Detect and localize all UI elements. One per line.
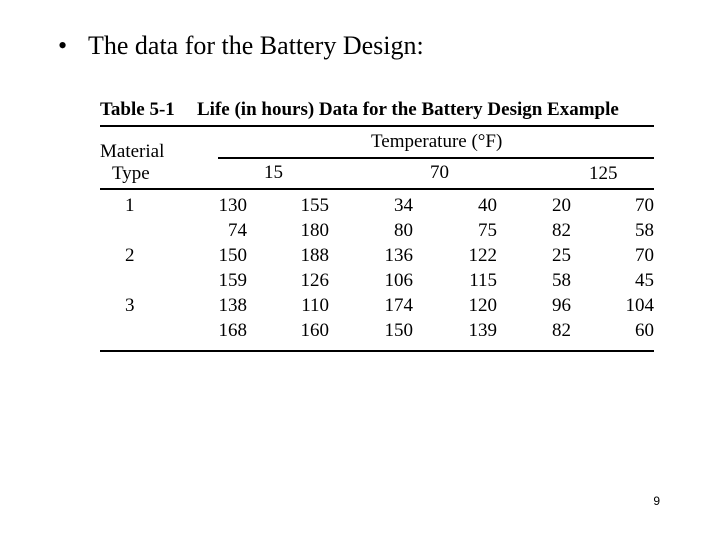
table-cell: 160 — [300, 320, 329, 341]
table-cell: 155 — [300, 195, 329, 216]
table-rule-bottom — [100, 350, 654, 352]
table-cell: 136 — [384, 245, 413, 266]
table-cell: 60 — [635, 320, 654, 341]
table-cell: 20 — [552, 195, 571, 216]
material-type: 3 — [125, 295, 135, 316]
table-rule-top — [100, 125, 654, 127]
table-cell: 159 — [218, 270, 247, 291]
column-group-header: Temperature (°F) — [371, 131, 503, 152]
table-rule-group — [218, 157, 654, 159]
table-cell: 75 — [478, 220, 497, 241]
temperature-header: 70 — [430, 162, 449, 183]
bullet-icon: • — [58, 31, 68, 60]
table-cell: 188 — [300, 245, 329, 266]
table-cell: 174 — [384, 295, 413, 316]
table-cell: 96 — [552, 295, 571, 316]
table-rule-header — [100, 188, 654, 190]
table-cell: 104 — [625, 295, 654, 316]
table-cell: 58 — [552, 270, 571, 291]
temperature-header: 125 — [589, 163, 618, 184]
table-cell: 126 — [300, 270, 329, 291]
table-cell: 82 — [552, 320, 571, 341]
table-cell: 34 — [394, 195, 413, 216]
table-cell: 74 — [228, 220, 247, 241]
table-label: Table 5-1 — [100, 99, 175, 120]
bullet-text: The data for the Battery Design: — [88, 31, 424, 60]
table-cell: 58 — [635, 220, 654, 241]
table-cell: 139 — [468, 320, 497, 341]
table-cell: 120 — [468, 295, 497, 316]
table-cell: 45 — [635, 270, 654, 291]
table-cell: 40 — [478, 195, 497, 216]
table-cell: 150 — [218, 245, 247, 266]
page-number: 9 — [653, 494, 660, 508]
table-cell: 82 — [552, 220, 571, 241]
table-cell: 138 — [218, 295, 247, 316]
table-cell: 106 — [384, 270, 413, 291]
row-header-type: Type — [112, 163, 150, 184]
material-type: 1 — [125, 195, 135, 216]
row-header-material: Material — [100, 141, 165, 162]
table-cell: 80 — [394, 220, 413, 241]
material-type: 2 — [125, 245, 135, 266]
table-cell: 180 — [300, 220, 329, 241]
table-cell: 110 — [301, 295, 329, 316]
table-cell: 168 — [218, 320, 247, 341]
table-cell: 70 — [635, 245, 654, 266]
table-cell: 150 — [384, 320, 413, 341]
table-cell: 115 — [469, 270, 497, 291]
bullet-item — [58, 30, 424, 62]
table-cell: 122 — [468, 245, 497, 266]
table-caption: Life (in hours) Data for the Battery Design Example — [197, 99, 619, 120]
table-cell: 130 — [218, 195, 247, 216]
temperature-header: 15 — [264, 162, 283, 183]
table-cell: 70 — [635, 195, 654, 216]
table-cell: 25 — [552, 245, 571, 266]
